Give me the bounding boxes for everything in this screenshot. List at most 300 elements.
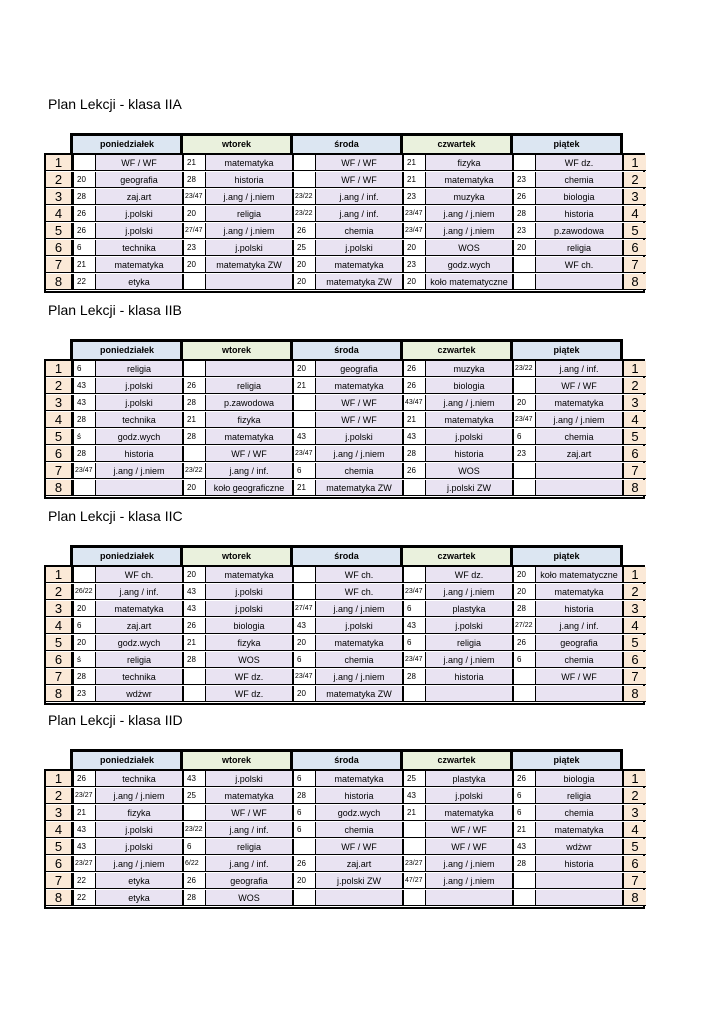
subject-cell: fizyka [425,155,512,171]
subject-cell: biologia [535,771,622,787]
subject-cell: religia [535,788,622,804]
subject-cell: j.ang / inf. [315,206,402,222]
lesson-number: 2 [46,584,72,600]
room-cell: 23 [512,223,535,239]
subject-cell: matematyka [315,635,402,651]
room-cell: 6 [402,635,425,651]
subject-cell: geografia [95,172,182,188]
room-cell: 26 [72,223,95,239]
room-cell: 21 [72,805,95,821]
room-cell: 43 [72,839,95,855]
lesson-number: 5 [622,839,646,855]
room-cell: 43 [292,618,315,634]
subject-cell: WF / WF [535,669,622,685]
day-header: wtorek [180,133,290,153]
subject-cell: j.polski [95,822,182,838]
room-cell: 20 [182,257,205,273]
subject-cell: j.polski [315,240,402,256]
room-cell: 23 [512,172,535,188]
room-cell: 26 [182,873,205,889]
room-cell: 26 [292,856,315,872]
subject-cell: j.ang / inf. [315,189,402,205]
subject-cell: j.polski [95,223,182,239]
room-cell: 21 [292,480,315,496]
lesson-row [46,189,643,206]
subject-cell: zaj.art [315,856,402,872]
lesson-row [46,669,643,686]
room-cell: 23 [402,189,425,205]
subject-cell: religia [95,361,182,377]
subject-cell [95,480,182,496]
room-cell: 20 [72,172,95,188]
subject-cell: WF dz. [205,669,292,685]
room-cell: 21 [512,822,535,838]
subject-cell: matematyka [425,172,512,188]
room-cell: 27/47 [292,601,315,617]
lesson-number: 2 [46,378,72,394]
subject-cell: j.ang / j.niem [425,856,512,872]
room-cell: 43 [72,395,95,411]
room-cell: 23 [512,446,535,462]
room-cell: 6 [292,463,315,479]
room-cell: 28 [402,446,425,462]
subject-cell: matematyka [425,412,512,428]
subject-cell: historia [95,446,182,462]
room-cell: 23/22 [512,361,535,377]
room-cell [292,412,315,428]
subject-cell: historia [535,206,622,222]
subject-cell: j.ang / j.niem [535,412,622,428]
lesson-number: 1 [46,567,72,583]
lesson-number: 2 [622,788,646,804]
lesson-row [46,856,643,873]
subject-cell: matematyka [535,395,622,411]
room-cell: 20 [292,361,315,377]
room-cell: 27/22 [512,618,535,634]
room-cell [402,839,425,855]
room-cell: 43 [182,584,205,600]
subject-cell [425,890,512,906]
subject-cell: historia [315,788,402,804]
room-cell: 26 [292,223,315,239]
subject-cell: biologia [535,189,622,205]
lesson-number: 4 [622,618,646,634]
room-cell [402,822,425,838]
lesson-number: 8 [622,480,646,496]
subject-cell: chemia [535,805,622,821]
room-cell: 43 [182,601,205,617]
subject-cell: WF dz. [535,155,622,171]
lesson-number: 1 [622,361,646,377]
day-header: czwartek [400,545,510,565]
room-cell [292,172,315,188]
subject-cell: chemia [535,429,622,445]
lesson-number: 3 [622,395,646,411]
subject-cell: j.ang / j.niem [205,223,292,239]
lesson-row [46,601,643,618]
subject-cell: matematyka [95,257,182,273]
lesson-row [46,771,643,788]
subject-cell: j.polski [205,584,292,600]
room-cell: ś [72,652,95,668]
day-header: czwartek [400,133,510,153]
room-cell: 26 [72,771,95,787]
lesson-row [46,412,643,429]
subject-cell: j.polski ZW [425,480,512,496]
room-cell: 28 [402,669,425,685]
lesson-number: 4 [622,412,646,428]
room-cell [512,890,535,906]
room-cell: 25 [292,240,315,256]
room-cell [512,686,535,702]
lesson-number: 3 [46,805,72,821]
room-cell: 23/47 [402,206,425,222]
subject-cell: technika [95,771,182,787]
timetable-title: Plan Lekcji - klasa IIB [48,302,182,318]
room-cell: 23/47 [292,446,315,462]
room-cell: 6/22 [182,856,205,872]
subject-cell: j.polski [95,395,182,411]
room-cell: 43 [512,839,535,855]
subject-cell: matematyka [205,155,292,171]
room-cell: 22 [72,873,95,889]
room-cell: 21 [402,172,425,188]
room-cell: 6 [512,788,535,804]
day-header: piątek [510,749,623,769]
day-header: czwartek [400,339,510,359]
subject-cell: fizyka [205,412,292,428]
subject-cell: biologia [205,618,292,634]
room-cell [402,567,425,583]
day-header: środa [290,133,400,153]
room-cell: 28 [182,429,205,445]
subject-cell: j.ang / j.niem [425,206,512,222]
subject-cell [205,361,292,377]
lesson-row [46,584,643,601]
day-header: poniedziałek [70,749,181,769]
room-cell [182,686,205,702]
room-cell [182,446,205,462]
room-cell: 20 [292,257,315,273]
subject-cell: matematyka [205,567,292,583]
room-cell [512,257,535,273]
lesson-number: 7 [622,669,646,685]
room-cell: 43 [402,429,425,445]
lesson-number: 7 [46,873,72,889]
room-cell [292,839,315,855]
subject-cell: j.polski [95,378,182,394]
room-cell: 20 [512,240,535,256]
lesson-number: 4 [622,206,646,222]
lesson-row [46,463,643,480]
room-cell: 23/47 [72,463,95,479]
lesson-row [46,822,643,839]
subject-cell: WF ch. [535,257,622,273]
lesson-number: 6 [622,652,646,668]
room-cell: 23/47 [402,223,425,239]
lesson-row [46,446,643,463]
subject-cell: matematyka [535,822,622,838]
subject-cell: j.ang / j.niem [315,601,402,617]
room-cell: 26 [402,378,425,394]
subject-cell: j.polski [315,429,402,445]
lesson-number: 7 [622,257,646,273]
day-header: poniedziałek [70,339,181,359]
lesson-number: 8 [46,890,72,906]
room-cell: 21 [292,378,315,394]
room-cell: 23/27 [72,856,95,872]
room-cell [402,890,425,906]
room-cell: 20 [72,601,95,617]
room-cell [72,567,95,583]
room-cell [72,480,95,496]
lesson-number: 3 [46,395,72,411]
room-cell: 26 [182,378,205,394]
room-cell: 6 [292,771,315,787]
room-cell [72,155,95,171]
subject-cell: j.polski [205,601,292,617]
subject-cell: fizyka [205,635,292,651]
subject-cell: j.ang / j.niem [425,395,512,411]
lesson-number: 7 [46,669,72,685]
subject-cell: WF / WF [315,155,402,171]
room-cell: 26 [512,771,535,787]
subject-cell: matematyka [315,378,402,394]
subject-cell: matematyka [425,805,512,821]
subject-cell: technika [95,412,182,428]
subject-cell: j.polski [205,240,292,256]
lesson-row [46,788,643,805]
lesson-row [46,567,643,584]
subject-cell: chemia [315,463,402,479]
lesson-number: 8 [46,274,72,290]
subject-cell: zaj.art [535,446,622,462]
room-cell: 21 [182,155,205,171]
subject-cell [535,890,622,906]
room-cell: 20 [72,635,95,651]
room-cell [402,686,425,702]
lesson-number: 7 [622,873,646,889]
subject-cell: religia [205,206,292,222]
room-cell [512,480,535,496]
lesson-number: 3 [622,189,646,205]
lesson-number: 6 [46,446,72,462]
lesson-row [46,257,643,274]
room-cell [182,274,205,290]
subject-cell: WOS [425,240,512,256]
room-cell: 20 [512,395,535,411]
lesson-row [46,686,643,703]
subject-cell: j.ang / j.niem [95,856,182,872]
day-header: środa [290,545,400,565]
subject-cell: historia [535,601,622,617]
subject-cell: j.polski [95,206,182,222]
subject-cell: WF / WF [95,155,182,171]
room-cell: 20 [182,206,205,222]
room-cell: 26 [512,189,535,205]
lesson-number: 2 [622,584,646,600]
subject-cell: plastyka [425,601,512,617]
subject-cell: etyka [95,890,182,906]
lesson-row [46,635,643,652]
subject-cell: matematyka [535,584,622,600]
subject-cell: godz.wych [425,257,512,273]
subject-cell: etyka [95,873,182,889]
lesson-number: 6 [622,446,646,462]
lesson-row [46,429,643,446]
lesson-number: 1 [46,771,72,787]
room-cell: 6 [292,652,315,668]
subject-cell: j.polski [315,618,402,634]
subject-cell: WF dz. [425,567,512,583]
room-cell: 21 [402,412,425,428]
subject-cell [535,274,622,290]
room-cell: 43/47 [402,395,425,411]
subject-cell: chemia [315,822,402,838]
day-header: czwartek [400,749,510,769]
lesson-row [46,378,643,395]
room-cell [512,669,535,685]
lesson-row [46,361,643,378]
lesson-number: 1 [46,361,72,377]
subject-cell: WF / WF [315,839,402,855]
room-cell: 23/47 [512,412,535,428]
room-cell: 26 [402,463,425,479]
subject-cell: historia [535,856,622,872]
lesson-row [46,890,643,907]
lesson-number: 4 [46,412,72,428]
subject-cell: fizyka [95,805,182,821]
subject-cell: chemia [315,223,402,239]
room-cell: 28 [512,601,535,617]
lesson-number: 5 [622,635,646,651]
subject-cell: koło matematyczne [425,274,512,290]
lesson-number: 5 [622,429,646,445]
room-cell [182,361,205,377]
subject-cell: religia [205,378,292,394]
subject-cell: j.ang / j.niem [95,788,182,804]
room-cell [292,395,315,411]
lesson-row [46,873,643,890]
subject-cell [535,686,622,702]
room-cell [512,274,535,290]
room-cell: 25 [402,771,425,787]
lesson-number: 2 [622,172,646,188]
room-cell: 28 [72,412,95,428]
subject-cell: religia [425,635,512,651]
lesson-number: 6 [46,856,72,872]
subject-cell: technika [95,669,182,685]
subject-cell: WF / WF [425,822,512,838]
lesson-number: 6 [46,652,72,668]
lesson-row [46,155,643,172]
room-cell: 43 [402,788,425,804]
lesson-number: 8 [622,890,646,906]
room-cell [512,463,535,479]
class-timetable [0,96,725,296]
lesson-number: 3 [622,601,646,617]
day-header: piątek [510,339,623,359]
room-cell: 20 [512,584,535,600]
room-cell: 27/47 [182,223,205,239]
lesson-number: 2 [46,172,72,188]
room-cell: 6 [72,618,95,634]
room-cell [512,873,535,889]
timetable-title: Plan Lekcji - klasa IID [48,712,183,728]
lesson-number: 8 [622,686,646,702]
subject-cell: zaj.art [95,618,182,634]
room-cell: 28 [512,206,535,222]
subject-cell: WF / WF [315,395,402,411]
lesson-row [46,652,643,669]
room-cell: 23/47 [292,669,315,685]
subject-cell: j.ang / inf. [205,856,292,872]
room-cell: 6 [72,240,95,256]
lesson-number: 1 [622,771,646,787]
lesson-number: 8 [622,274,646,290]
subject-cell: zaj.art [95,189,182,205]
room-cell: 43 [292,429,315,445]
room-cell: 28 [182,652,205,668]
subject-cell: j.ang / inf. [205,822,292,838]
subject-cell: j.polski [425,429,512,445]
room-cell [182,669,205,685]
subject-cell: j.ang / j.niem [205,189,292,205]
subject-cell: plastyka [425,771,512,787]
room-cell: 26/22 [72,584,95,600]
day-header: wtorek [180,339,290,359]
room-cell: 23/22 [182,463,205,479]
lesson-row [46,618,643,635]
room-cell: 28 [292,788,315,804]
lesson-number: 5 [46,635,72,651]
subject-cell: koło matematyczne [535,567,622,583]
timetable-title: Plan Lekcji - klasa IIA [48,96,182,112]
subject-cell: WOS [205,652,292,668]
day-header: środa [290,339,400,359]
room-cell: 20 [292,873,315,889]
day-header: poniedziałek [70,133,181,153]
lesson-number: 1 [46,155,72,171]
subject-cell: historia [205,172,292,188]
subject-cell: muzyka [425,361,512,377]
room-cell: ś [72,429,95,445]
room-cell: 47/27 [402,873,425,889]
room-cell: 28 [182,395,205,411]
subject-cell: chemia [315,652,402,668]
day-header: wtorek [180,545,290,565]
room-cell: 26 [512,635,535,651]
lesson-row [46,839,643,856]
subject-cell [535,463,622,479]
subject-cell: j.polski [205,771,292,787]
subject-cell: chemia [535,652,622,668]
subject-cell: chemia [535,172,622,188]
room-cell: 23/47 [402,652,425,668]
room-cell [292,890,315,906]
lesson-number: 5 [46,839,72,855]
lesson-row [46,223,643,240]
subject-cell: godz.wych [95,635,182,651]
subject-cell: j.ang / j.niem [425,652,512,668]
lesson-number: 6 [622,240,646,256]
lesson-number: 3 [46,601,72,617]
lesson-row [46,172,643,189]
day-header: środa [290,749,400,769]
room-cell: 20 [402,274,425,290]
subject-cell: j.ang / j.niem [95,463,182,479]
room-cell: 22 [72,274,95,290]
